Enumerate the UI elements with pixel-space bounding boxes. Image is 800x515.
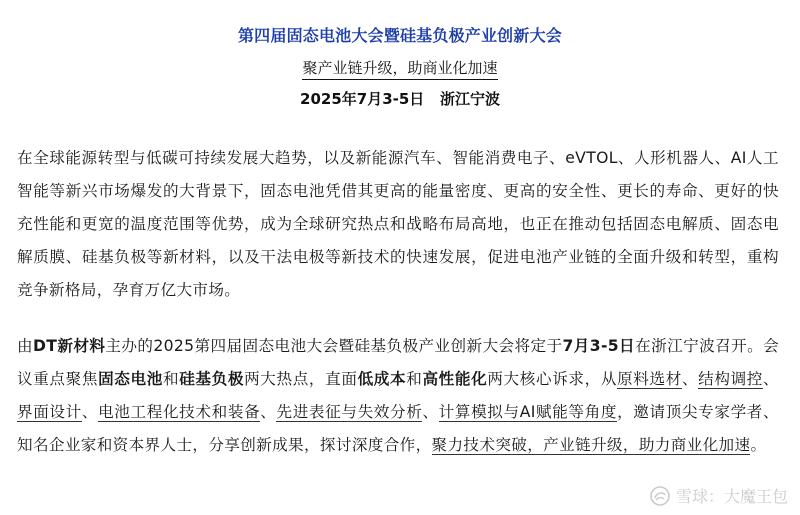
watermark [650, 484, 788, 507]
topic-raw-materials: 原料选材 [617, 370, 682, 388]
snowball-logo-icon [650, 486, 670, 506]
appeal-high-performance: 高性能化 [422, 370, 488, 388]
focus-solid-state: 固态电池 [98, 370, 163, 388]
conference-date-location: 2025年7月3-5日 浙江宁波 [300, 90, 500, 108]
intro-paragraph: 在全球能源转型与低碳可持续发展大趋势，以及新能源汽车、智能消费电子、eVTOL、人形机器人、AI人工智能等新兴市场爆发的大背景下，固态电池凭借其更高的能量密度、更高的安全性、更长的寿命、更好的快充性能和更宽的温度范围等优势，成为全球研究热点和战略布局高地，也正在推动包括固态电解质、固态电解质膜、硅基负极等新材料，以及干法电极等新技术的快速发展，促进电池产业链的全面升级和转型，重构竞争新格局，孕育万亿大市场。 [17, 149, 779, 299]
topic-interface: 界面设计 [17, 403, 82, 421]
announcement-paragraph: 由DT新材料主办的2025第四届固态电池大会暨硅基负极产业创新大会将定于7月3-5日在浙江宁波召开。会议重点聚焦固态电池和硅基负极两大热点，直面低成本和高性能化两大核心诉求，从原料选材、结构调控、界面设计、电池工程化技术和装备、先进表征与失效分析、计算模拟与AI赋能等角度，邀请顶尖专家学者、知名企业家和资本界人士，分享创新成果，探讨深度合作，聚力技术突破，产业链升级，助力商业化加速。 [17, 337, 780, 454]
conference-title: 第四届固态电池大会暨硅基负极产业创新大会 [237, 26, 562, 45]
topic-structure: 结构调控 [698, 370, 764, 388]
topic-simulation-ai: 计算模拟与AI赋能等角度 [438, 403, 618, 421]
topic-engineering: 电池工程化技术和装备 [98, 403, 261, 421]
focus-silicon-anode: 硅基负极 [179, 370, 245, 388]
organizer-name: DT新材料 [33, 337, 106, 355]
appeal-low-cost: 低成本 [357, 370, 407, 388]
watermark-text: 雪球：大魔王包 [675, 487, 788, 506]
topic-characterization: 先进表征与失效分析 [276, 403, 423, 421]
closing-slogan: 聚力技术突破，产业链升级，助力商业化加速 [431, 436, 751, 454]
conference-slogan: 聚产业链升级，助商业化加速 [302, 57, 497, 80]
event-date: 7月3-5日 [562, 337, 636, 355]
